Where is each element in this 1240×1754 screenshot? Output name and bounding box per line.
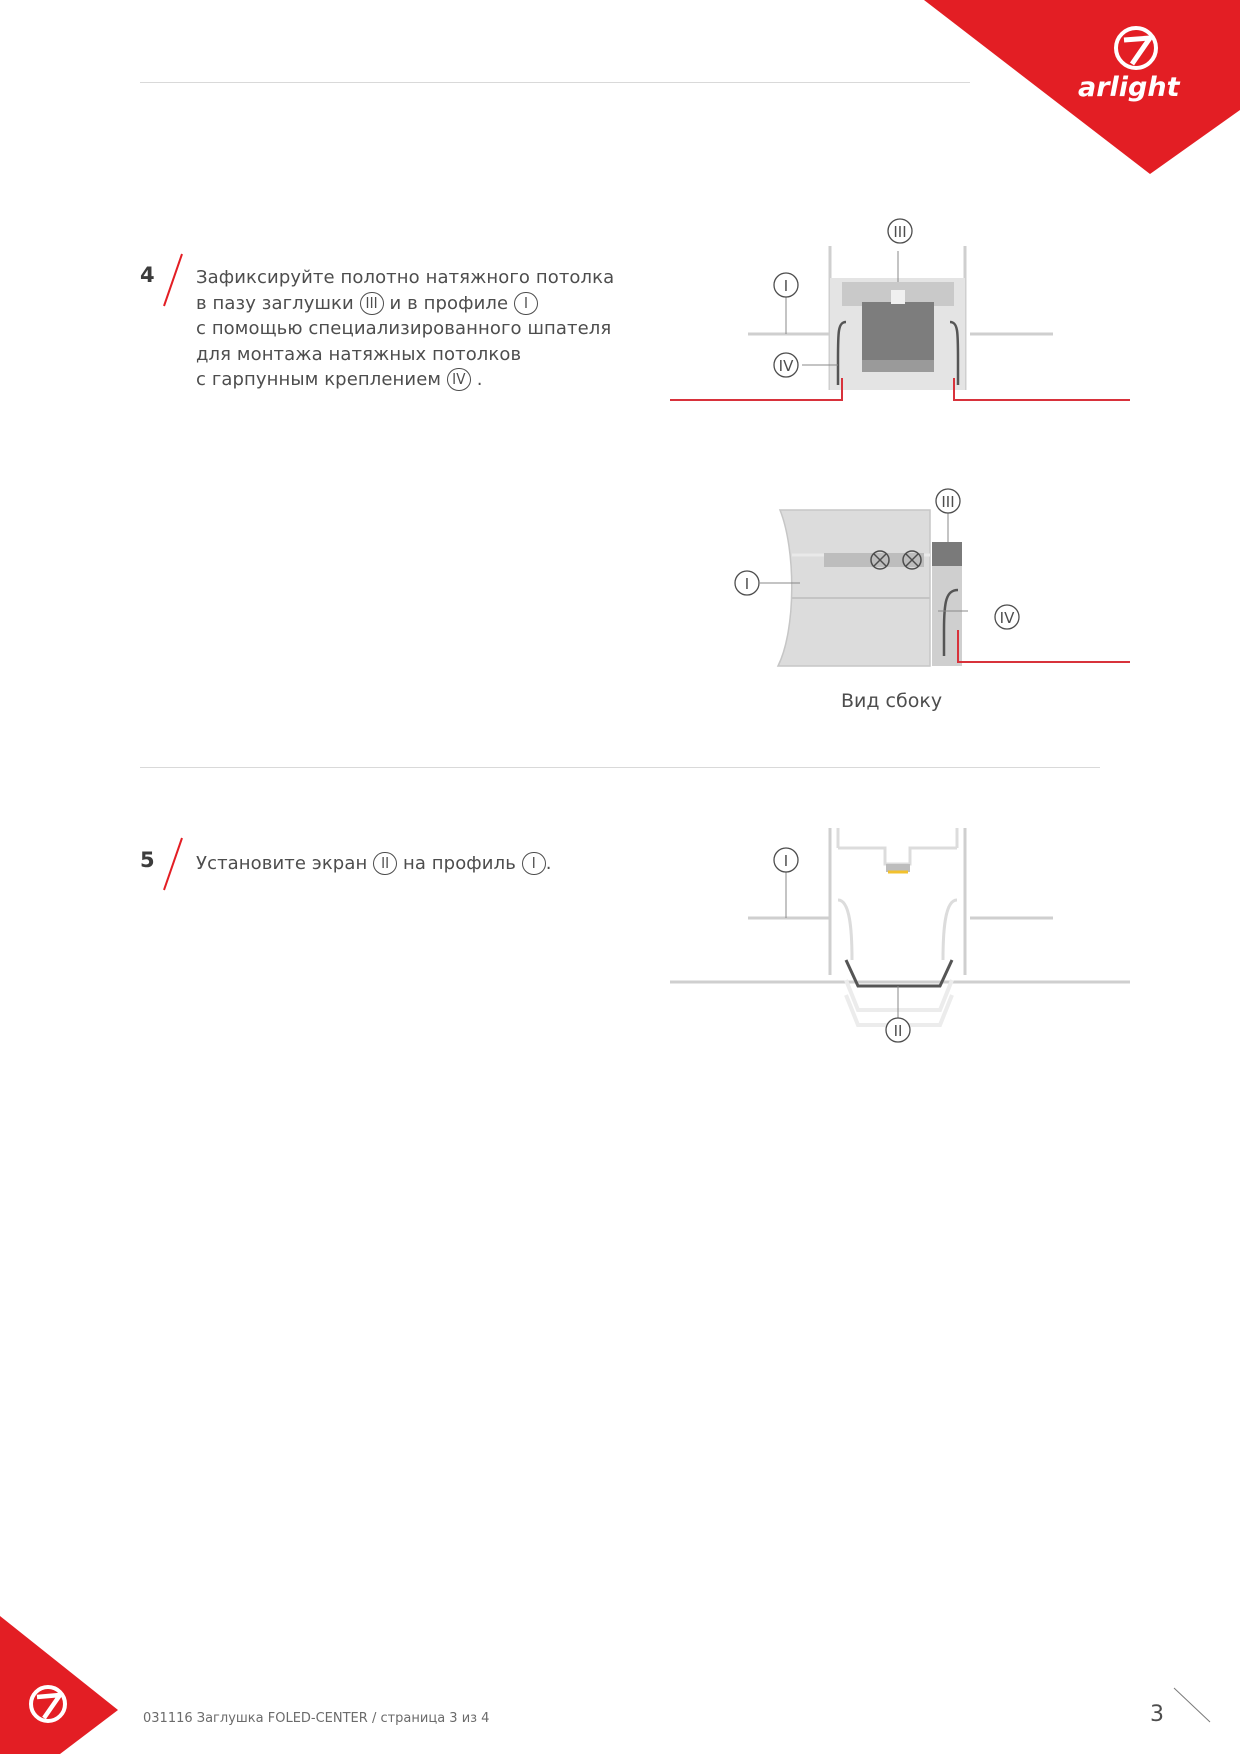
instruction-line bbox=[196, 265, 614, 291]
step-slash-icon bbox=[160, 834, 186, 894]
step-slash-icon bbox=[160, 250, 186, 310]
part-reference-badge: IV bbox=[447, 368, 471, 391]
callout-label: III bbox=[941, 493, 955, 511]
instruction-line bbox=[196, 367, 614, 393]
brand-corner bbox=[0, 0, 1240, 180]
part-reference-badge: III bbox=[360, 292, 384, 315]
instruction-text: . bbox=[545, 853, 552, 874]
step-number: 5 bbox=[140, 848, 155, 872]
instruction-text: и в профиле bbox=[383, 292, 515, 314]
part-reference-badge: II bbox=[373, 852, 397, 875]
figure-cross-section-ceiling bbox=[670, 210, 1130, 410]
footer-brand-corner bbox=[0, 1600, 140, 1754]
instruction-text: с гарпунным креплением bbox=[196, 369, 447, 390]
callout-label: IV bbox=[999, 609, 1015, 627]
figure-side-view bbox=[720, 480, 1130, 680]
instruction-text: . bbox=[470, 369, 483, 390]
instruction-line bbox=[196, 291, 614, 317]
callout-label: I bbox=[783, 277, 789, 295]
instruction-line bbox=[196, 316, 614, 342]
side-view-caption: Вид сбоку bbox=[841, 690, 943, 712]
instruction-text: Установите экран bbox=[196, 853, 374, 874]
figure-screen-install bbox=[670, 820, 1130, 1050]
instruction-text: для монтажа натяжных потолков bbox=[196, 343, 522, 365]
callout-label: IV bbox=[778, 357, 794, 375]
callout-label: II bbox=[893, 1022, 903, 1040]
instruction-text: с помощью специализированного шпателя bbox=[196, 318, 612, 339]
instruction-text: на профиль bbox=[397, 853, 522, 874]
part-reference-badge: I bbox=[522, 852, 546, 875]
callout-label: I bbox=[744, 575, 750, 593]
step-5-instructions bbox=[196, 851, 552, 877]
step-number: 4 bbox=[140, 263, 155, 287]
footer-doc-info: 031116 Заглушка FOLED-CENTER / страница 3 из 4 bbox=[143, 1711, 490, 1726]
instruction-line bbox=[196, 851, 552, 877]
arlight-logo-text: arlight bbox=[1078, 72, 1180, 103]
instruction-text: Зафиксируйте полотно натяжного потолка bbox=[196, 267, 615, 288]
instruction-line bbox=[196, 342, 614, 368]
page-number: 3 bbox=[1150, 1702, 1164, 1727]
instruction-text: в пазу заглушки bbox=[196, 292, 360, 314]
part-reference-badge: I bbox=[514, 292, 538, 315]
callout-label: III bbox=[893, 223, 907, 241]
callout-label: I bbox=[783, 852, 789, 870]
section-divider bbox=[140, 767, 1100, 768]
top-divider bbox=[140, 82, 970, 83]
step-4-instructions bbox=[196, 265, 614, 393]
page-slash-icon bbox=[1172, 1686, 1212, 1726]
